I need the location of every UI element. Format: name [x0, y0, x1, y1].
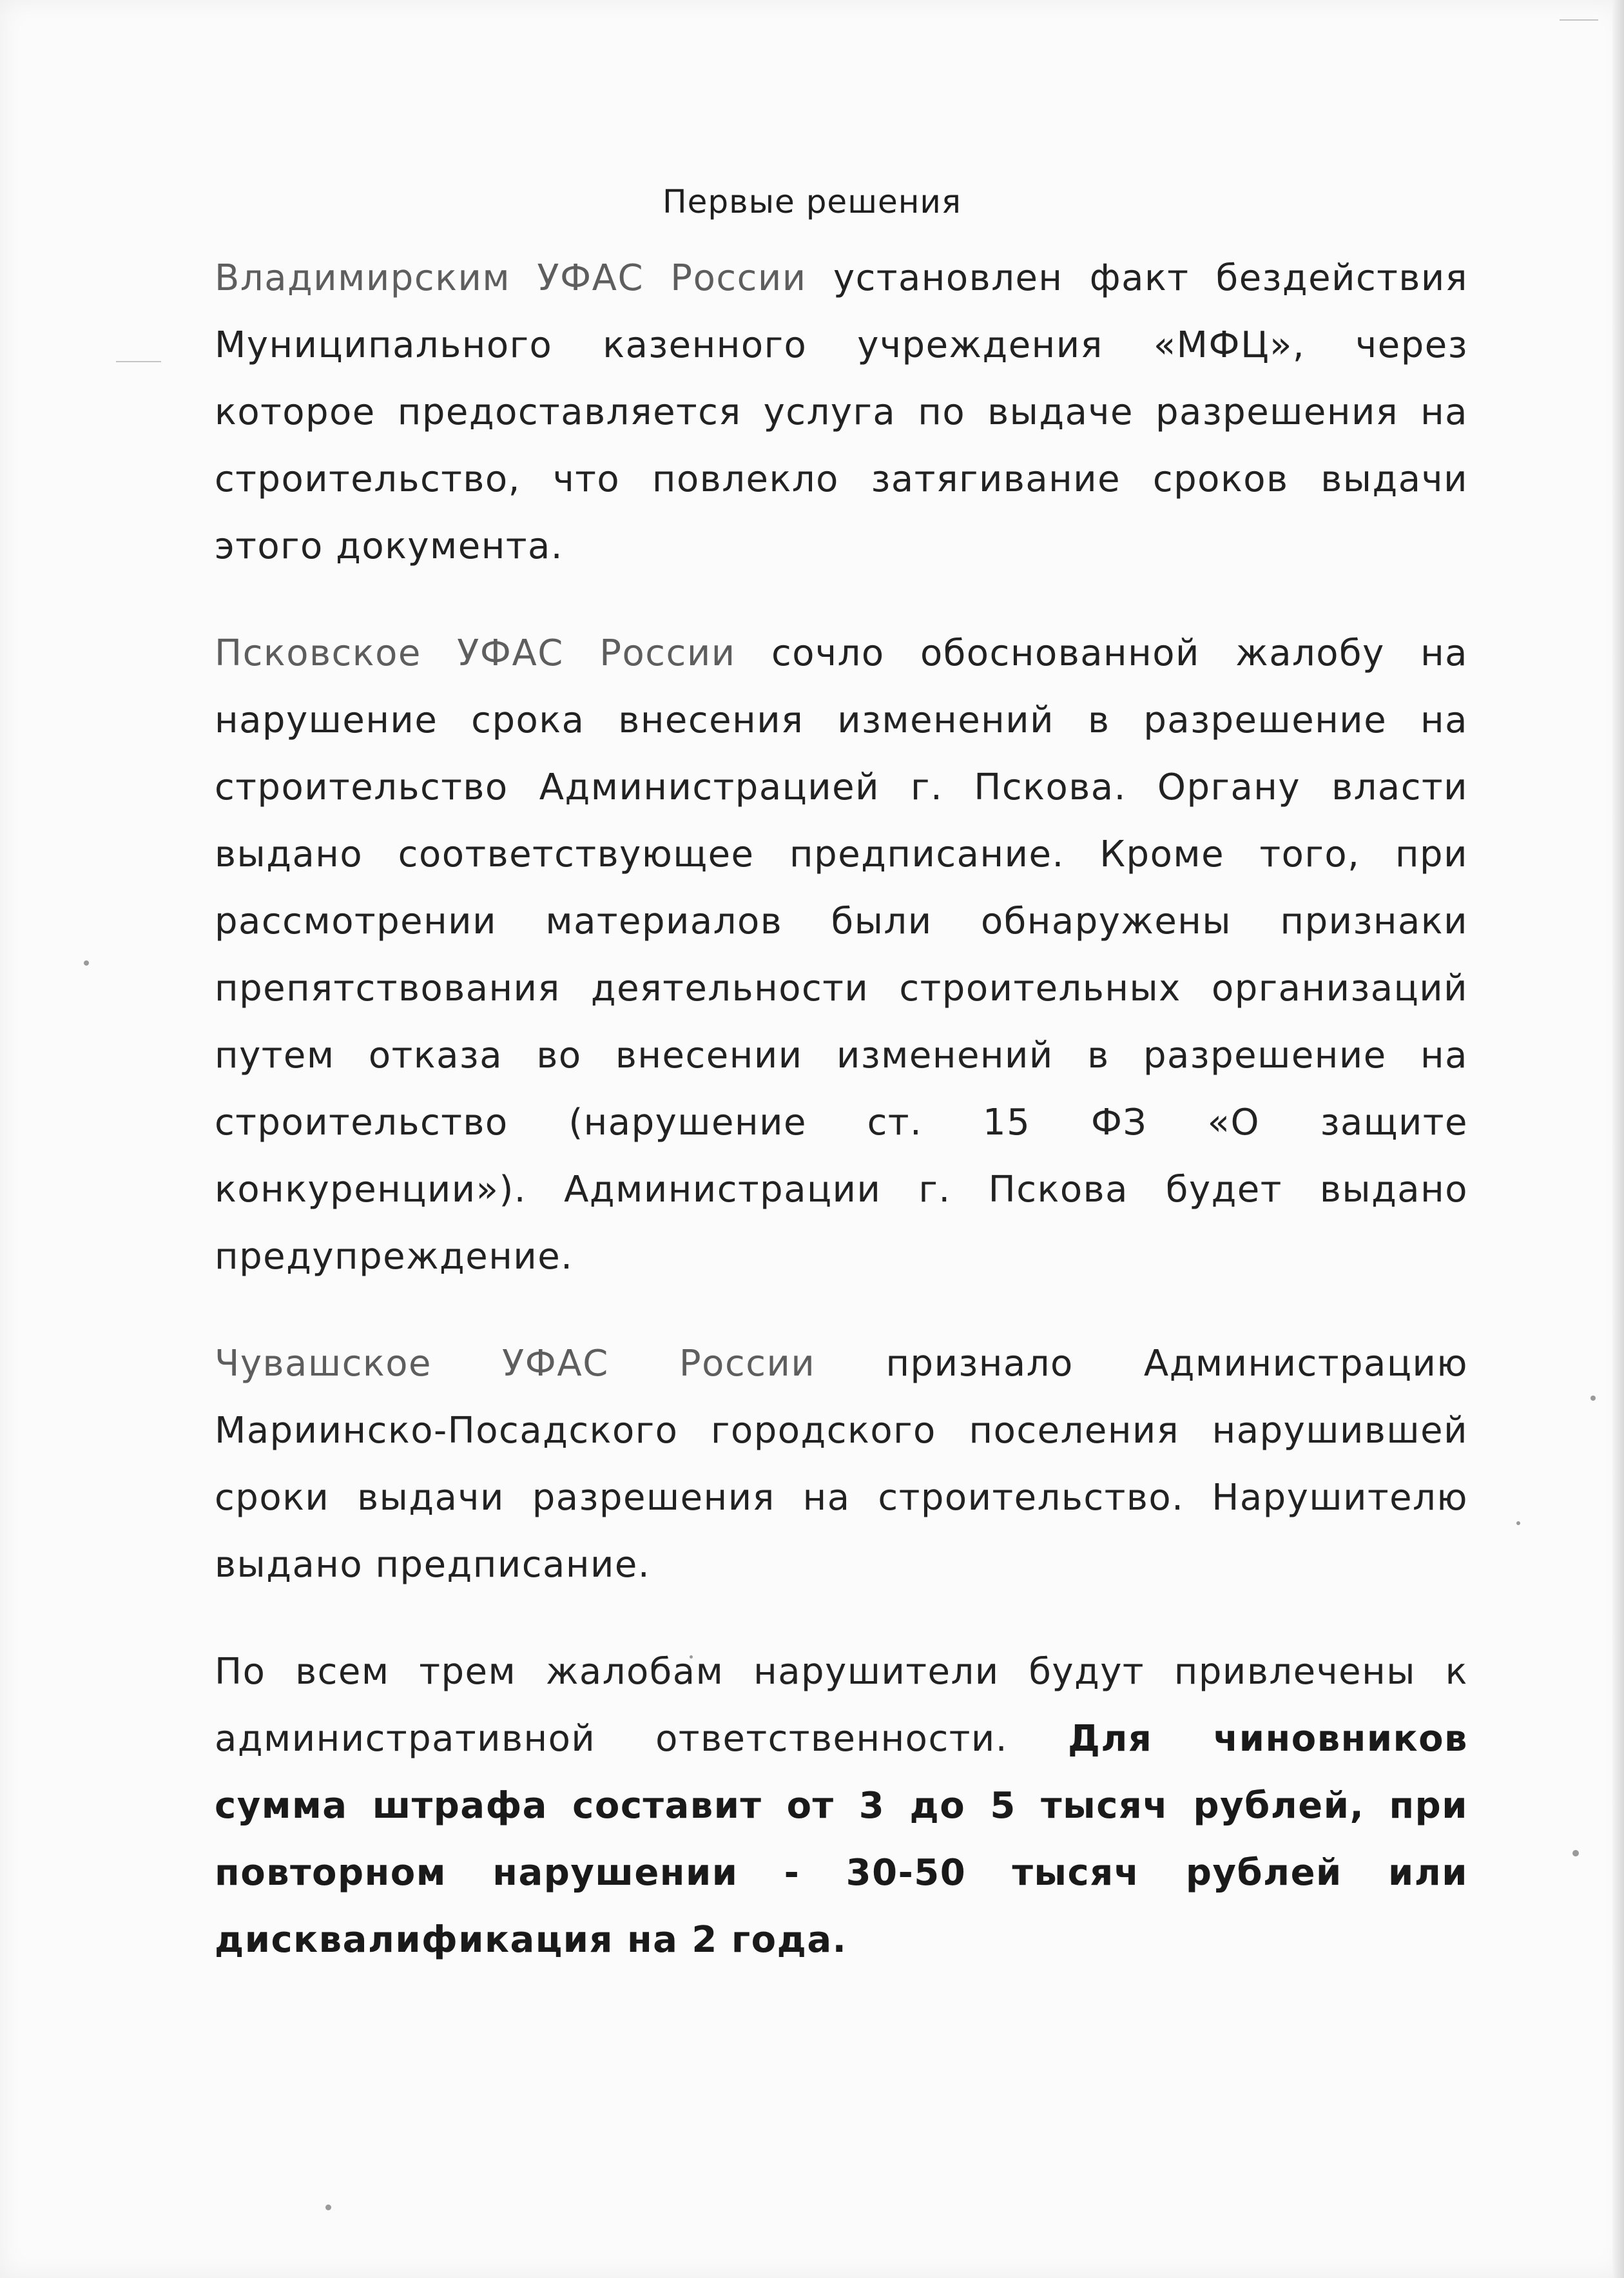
paragraph-text: признало Администрацию Мариинско-Посадского городского поселения нарушившей сроки выдачи разрешения на строительство. Нарушителю выдано предписание.: [215, 1343, 1468, 1586]
scan-mark: [1560, 19, 1598, 21]
page-title: Первые решения: [662, 182, 962, 220]
page-edge-shadow: [1612, 0, 1624, 2278]
paragraph-org: Владимирским УФАС России: [215, 257, 807, 299]
document-body: [215, 245, 1468, 2014]
paragraph-org: Чувашское УФАС России: [215, 1343, 816, 1385]
scan-speck: [1572, 1850, 1579, 1856]
scan-speck: [84, 960, 89, 966]
scan-speck: [325, 2205, 331, 2210]
paragraph-vladimir: [215, 245, 1468, 580]
scan-mark: [116, 361, 161, 362]
paragraph-text: сочло обоснованной жалобу на нарушение срока внесения изменений в разрешение на строительство Администрацией г. Пскова. Органу власти выдано соответствующее предписание. Кроме того, при рассмотрении материалов были обнаружены признаки препятствования деятельности строительных организаций путем отказа во внесении изменений в разрешение на строительство (нарушение ст. 15 ФЗ «О защите конкуренции»). Администрации г. Пскова будет выдано предупреждение.: [215, 632, 1468, 1278]
paragraph-org: Псковское УФАС России: [215, 632, 736, 674]
scan-speck: [1516, 1521, 1520, 1525]
paragraph-summary: [215, 1639, 1468, 1974]
paragraph-bold-text: Для чиновников сумма штрафа составит от 3 до 5 тысяч рублей, при повторном нарушении - 30-50 тысяч рублей или дисквалификация на 2 года.: [215, 1718, 1468, 1961]
paragraph-text: установлен факт бездействия Муниципального казенного учреждения «МФЦ», через которое предоставляется услуга по выдаче разрешения на строительство, что повлекло затягивание сроков выдачи этого документа.: [215, 257, 1468, 567]
paragraph-text: По всем трем жалобам нарушители будут привлечены к административной ответственности.: [215, 1651, 1468, 1760]
scan-speck: [1590, 1396, 1596, 1401]
paragraph-chuvash: [215, 1330, 1468, 1599]
paragraph-pskov: [215, 620, 1468, 1290]
